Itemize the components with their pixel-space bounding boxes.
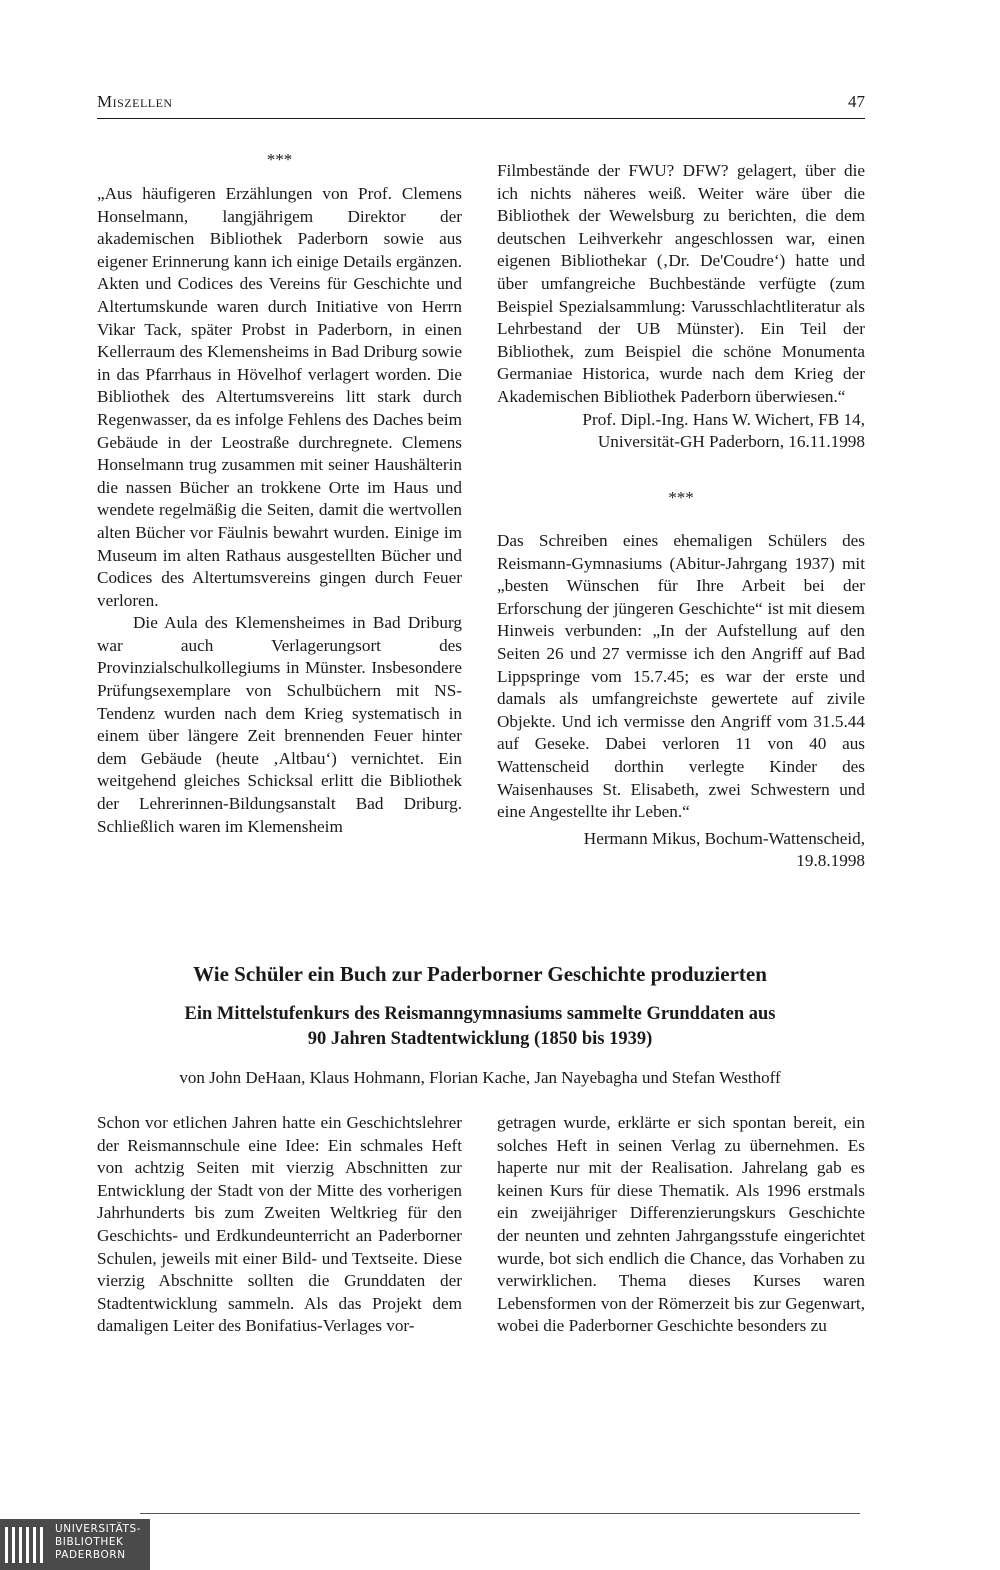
paragraph: getragen wurde, erklärte er sich spontan bereit, ein solches Heft in seinen Verlag zu übernehmen. Es haperte nur mit der Realisation. Jahrelang gab es keinen Kurs für diese Thematik. Als 1996 erstmals ein zweijähriger Differenzierungskurs Geschichte der neunten und zehnten Jahrgangsstufe eingerichtet wurde, bot sich endlich die Chance, das Vorhaben zu verwirklichen. Thema dieses Kurses waren Lebensformen von der Römerzeit bis zur Gegenwart, wobei die Paderborner Geschichte besonders zu: [497, 1113, 865, 1336]
signature-line: Hermann Mikus, Bochum-Wattenscheid,: [583, 828, 865, 848]
article-column-left: [97, 1112, 462, 1338]
left-column-top: [97, 183, 462, 838]
article-subtitle: [120, 1002, 840, 1052]
subtitle-line: 90 Jahren Stadtentwicklung (1850 bis 1939): [307, 1029, 653, 1049]
article-title: Wie Schüler ein Buch zur Paderborner Geschichte produzierten: [193, 962, 767, 986]
signature-line: Prof. Dipl.-Ing. Hans W. Wichert, FB 14,: [582, 409, 865, 429]
section-separator: ***: [668, 488, 694, 507]
subtitle-line: Ein Mittelstufenkurs des Reismanngymnasiums sammelte Grunddaten aus: [184, 1004, 776, 1024]
logo-line: BIBLIOTHEK: [55, 1536, 124, 1548]
logo-line: PADERBORN: [55, 1549, 126, 1561]
section-label: Miszellen: [97, 92, 173, 111]
article-column-right: [497, 1112, 865, 1338]
paragraph: „Aus häufigeren Erzählungen von Prof. Clemens Honselmann, langjährigem Direktor der akademischen Bibliothek Paderborn sowie aus eigener Erinnerung kann ich einige Details ergänzen. Akten und Codices des Vereins für Geschichte und Altertumskunde waren durch Initiative von Herrn Vikar Tack, später Probst in Paderborn, in einen Kellerraum des Klemensheims in Bad Driburg sowie in das Pfarrhaus in Hövelhof verlagert worden. Die Bibliothek des Altertumsvereins litt stark durch Regenwasser, da es infolge Fehlens des Daches beim Gebäude in der Leostraße durchregnete. Clemens Honselmann trug zusammen mit seiner Haushälterin die nassen Bücher an trokkene Orte im Haus und wendete regelmäßig die Seiten, damit die wertvollen alten Bücher vor Fäulnis bewahrt wurden. Einige im Museum im alten Rathaus ausgestellten Bücher und Codices des Altertumsvereins gingen durch Feuer verloren.: [97, 184, 462, 610]
library-logo: [0, 1519, 150, 1570]
signature-line: 19.8.1998: [796, 851, 865, 871]
paragraph: Das Schreiben eines ehemaligen Schülers des Reismann-Gymnasiums (Abitur-Jahrgang 1937) mit „besten Wünschen für Ihre Arbeit bei der Erforschung der jüngeren Geschichte“ ist mit diesem Hinweis verbunden: „In der Aufstellung auf den Seiten 26 und 27 vermisse ich den Angriff auf Bad Lippspringe vom 15.7.45; es war der erste und damals als umfangreichste gewertete auf zivile Objekte. Und ich vermisse den Angriff vom 31.5.44 auf Geseke. Dabei verloren 11 von 40 aus Wattenscheid dorthin verlegte Kinder des Waisenhauses St. Elisabeth, zwei Schwestern und eine Angestellte ihr Leben.“: [497, 531, 865, 822]
right-column-top: [497, 160, 865, 454]
section-separator: ***: [266, 150, 293, 169]
right-column-letter: [497, 530, 865, 873]
header-divider: [97, 118, 865, 119]
signature-line: Universität-GH Paderborn, 16.11.1998: [597, 432, 865, 452]
logo-line: UNIVERSITÄTS-: [55, 1523, 142, 1535]
library-logo-text: [55, 1523, 141, 1562]
paragraph: Die Aula des Klemensheimes in Bad Driburg war auch Verlagerungsort des Provinzialschulkollegiums in Münster. Insbesondere Prüfungsexemplare von Schulbüchern mit NS-Tendenz wurden nach dem Krieg systematisch in einem über längere Zeit brennenden Feuer hinter dem Gebäude (heute ‚Altbau‘) vernichtet. Ein weitgehend gleiches Schicksal erlitt die Bibliothek der Lehrerinnen-Bildungsanstalt Bad Driburg. Schließlich waren im Klemensheim: [97, 613, 462, 836]
page-number: 47: [848, 92, 865, 111]
paragraph: Schon vor etlichen Jahren hatte ein Geschichtslehrer der Reismannschule eine Idee: Ein schmales Heft von achtzig Seiten mit vierzig Abschnitten zur Entwicklung der Stadt von der Mitte des vorherigen Jahrhunderts bis zum Zweiten Weltkrieg für den Geschichts- und Erdkundeunterricht an Paderborner Schulen, jeweils mit einer Bild- und Textseite. Diese vierzig Abschnitte sollten die Grunddaten der Stadtentwicklung sammeln. Als das Projekt dem damaligen Leiter des Bonifatius-Verlages vor-: [97, 1113, 462, 1336]
page-header: [97, 92, 865, 118]
library-logo-icon: [4, 1525, 44, 1565]
paragraph: Filmbestände der FWU? DFW? gelagert, über die ich nichts näheres weiß. Weiter wäre über die Bibliothek der Wewelsburg zu berichten, die dem deutschen Leihverkehr angeschlossen war, einen eigenen Bibliothekar (‚Dr. De'Coudre‘) hatte und über umfangreiche Buchbestände verfügte (zum Beispiel Spezialsammlung: Varusschlachtliteratur als Lehrbestand der UB Münster). Ein Teil der Bibliothek, zum Beispiel die schöne Monumenta Germaniae Historica, wurde nach dem Krieg der Akademischen Bibliothek Paderborn überwiesen.“: [497, 161, 865, 406]
footer-divider: [140, 1513, 860, 1514]
article-authors: von John DeHaan, Klaus Hohmann, Florian Kache, Jan Nayebagha und Stefan Westhoff: [179, 1068, 781, 1087]
